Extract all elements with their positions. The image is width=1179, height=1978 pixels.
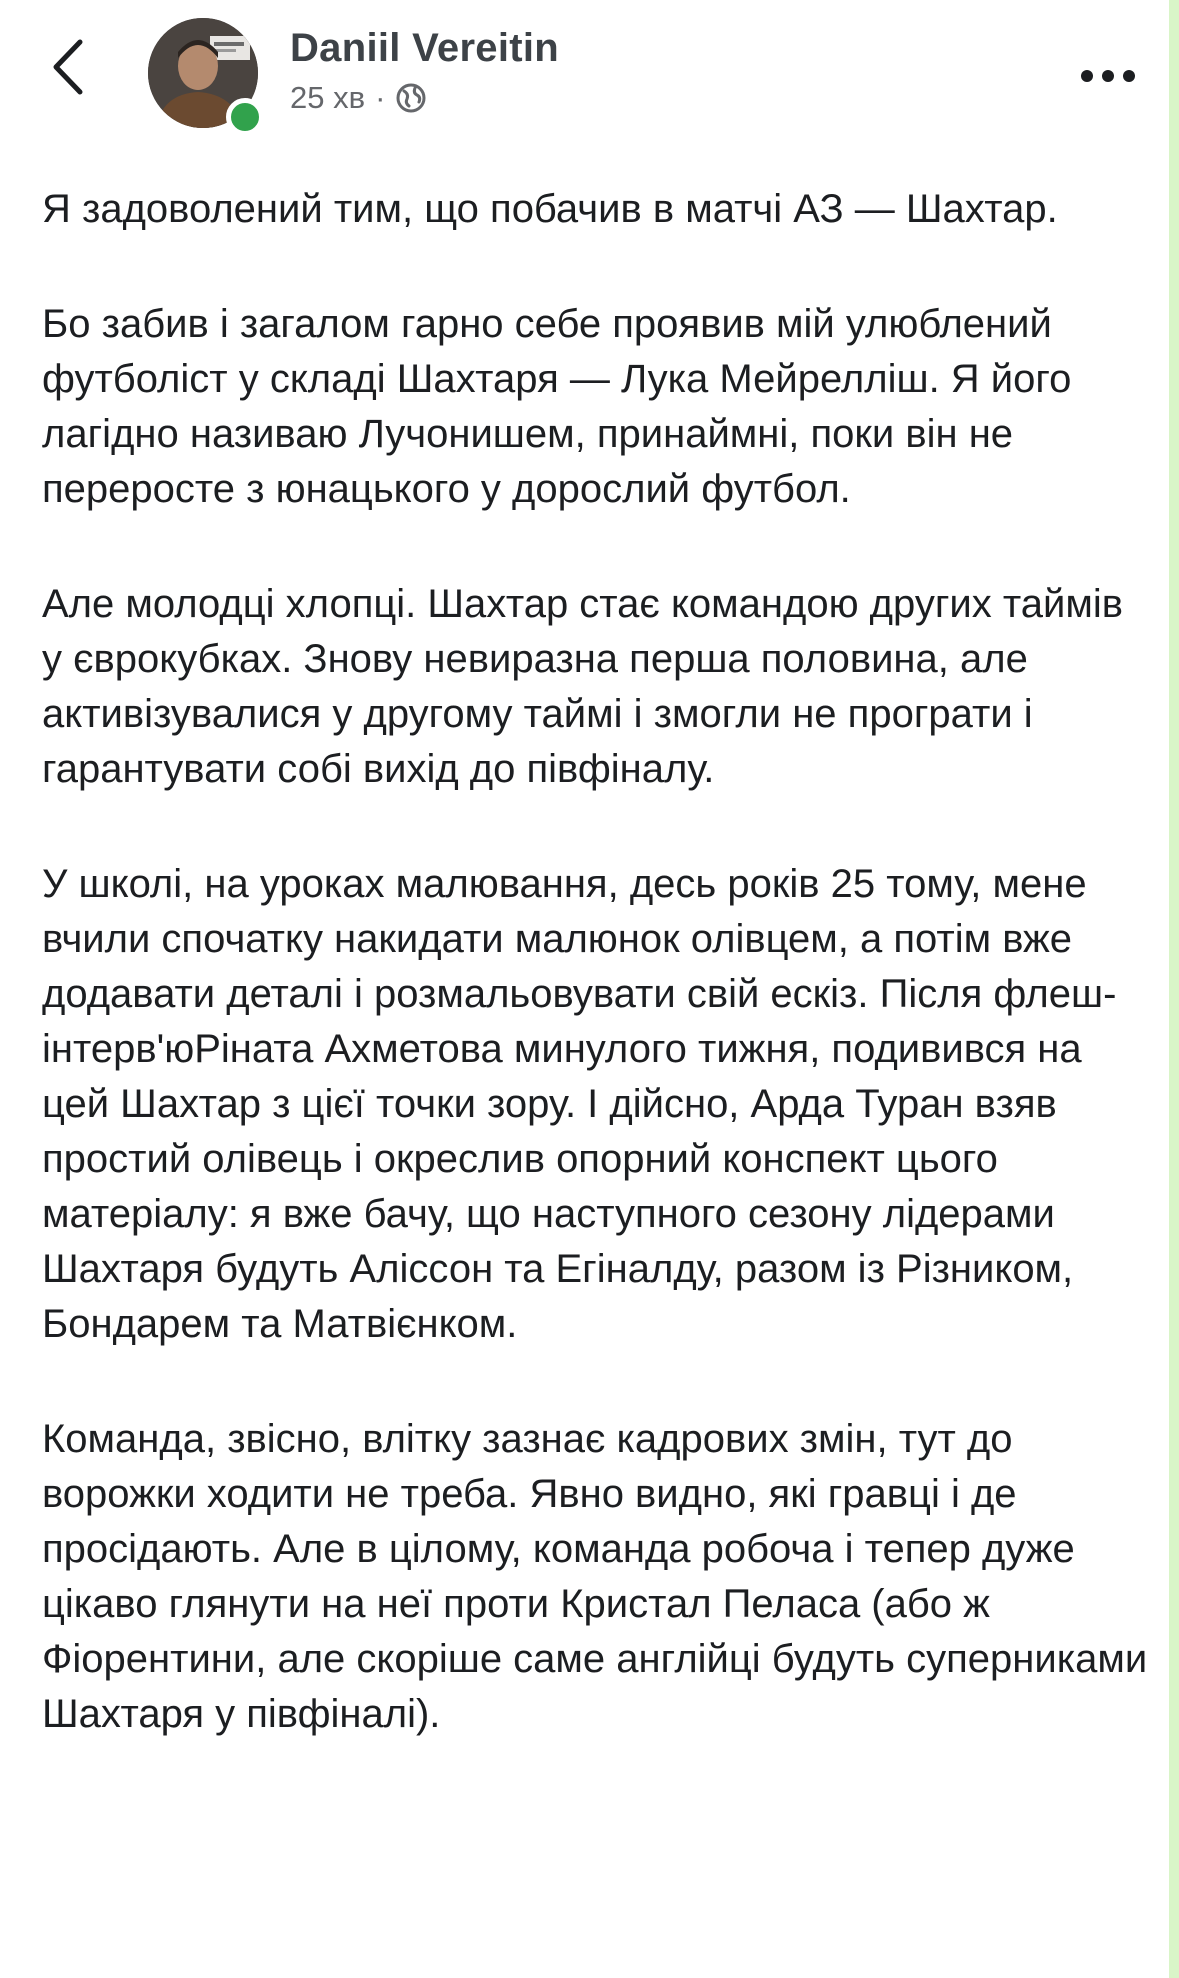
post-meta <box>290 80 427 116</box>
back-button[interactable] <box>36 22 106 112</box>
globe-icon <box>395 82 427 114</box>
right-edge-strip <box>1169 0 1179 1978</box>
post-header <box>0 0 1169 160</box>
online-status-indicator <box>226 98 264 136</box>
author-name[interactable]: Daniil Vereitin <box>290 26 560 70</box>
post-paragraph: Але молодці хлопці. Шахтар стає командою других таймів у єврокубках. Знову невиразна перша половина, але активізувалися у другому таймі і змогли не програти і гарантувати собі вихід до півфіналу. <box>42 582 1123 791</box>
post-paragraph: Я задоволений тим, що побачив в матчі АЗ — Шахтар. <box>42 187 1058 231</box>
post-paragraph: Команда, звісно, влітку зазнає кадрових змін, тут до ворожки ходити не треба. Явно видно, які гравці і де просідають. Але в цілому, команда робоча і тепер дуже цікаво глянути на неї проти Кристал Пеласа (або ж Фіорентини, але скоріше саме англійці будуть суперниками Шахтаря у півфіналі). <box>42 1417 1148 1736</box>
more-options-button[interactable] <box>1075 56 1141 96</box>
post-paragraph: Бо забив і загалом гарно себе проявив мій улюблений футболіст у складі Шахтаря — Лука Мейреллiш. Я його лагідно називаю Лучонишем, принаймні, поки він не переросте з юнацького у дорослий футбол. <box>42 302 1072 511</box>
post-time[interactable]: 25 хв <box>290 80 366 115</box>
meta-separator: · <box>375 80 386 115</box>
post-paragraph: У школі, на уроках малювання, десь років 25 тому, мене вчили спочатку накидати малюнок олівцем, а потім вже додавати деталі і розмальовувати свій ескіз. Після флеш-інтерв'юРіната Ахметова минулого тижня, подивився на цей Шахтар з цієї точки зору. І дійсно, Арда Туран взяв простий олівець і окреслив опорний конспект цього матеріалу: я вже бачу, що наступного сезону лідерами Шахтаря будуть Аліссон та Егіналду, разом із Різником, Бондарем та Матвієнком. <box>42 862 1117 1346</box>
more-dots-icon <box>1075 83 1141 100</box>
chevron-left-icon <box>36 22 106 112</box>
post-text <box>42 182 1152 1802</box>
